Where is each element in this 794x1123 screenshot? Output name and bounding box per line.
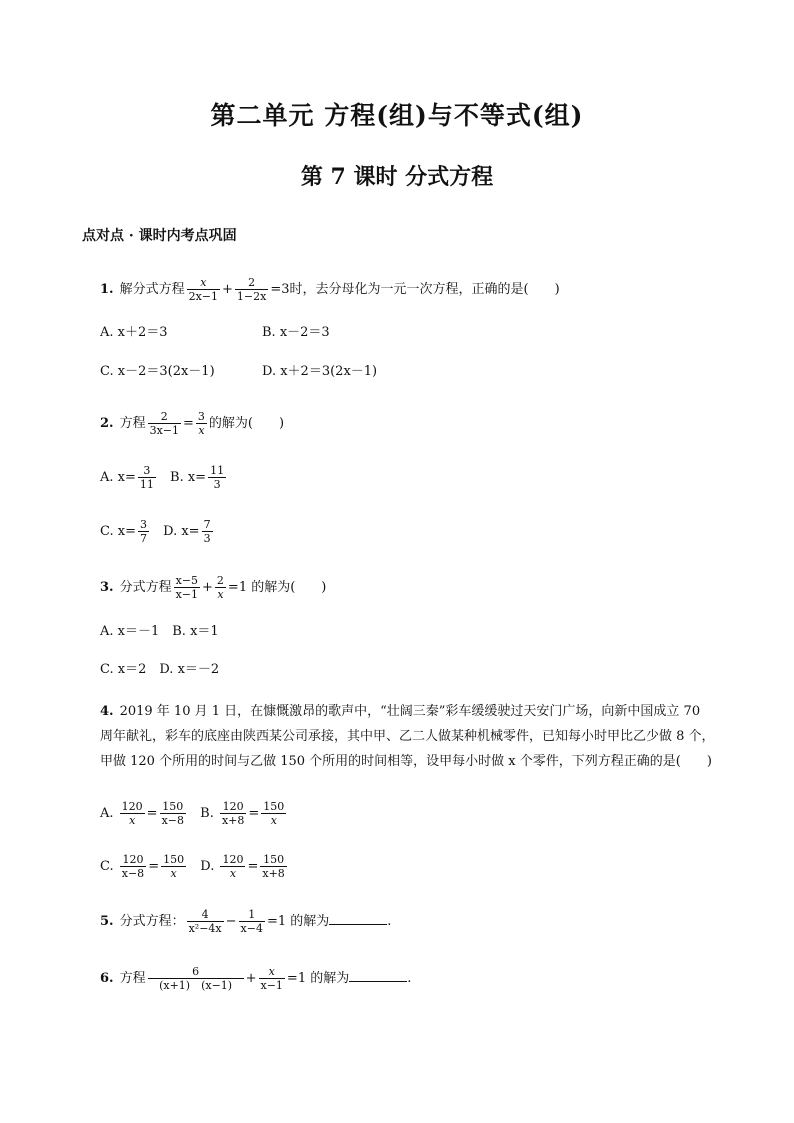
options-cd — [100, 518, 215, 545]
question-number: 1. — [100, 282, 114, 297]
options-ab — [100, 800, 288, 827]
numerator: 2 — [216, 574, 224, 587]
option-d-label: D. x= — [163, 524, 200, 539]
options-ab — [100, 464, 228, 491]
denominator: x — [270, 814, 277, 827]
numerator: 3 — [139, 518, 147, 531]
numerator: 150 — [263, 800, 285, 813]
question-text: 分式方程： — [119, 914, 185, 929]
question-text: 的解为( ) — [208, 416, 285, 431]
operator: + — [222, 282, 233, 297]
question-4-line-3: 甲做 120 个所用的时间与乙做 150 个所用的时间相等，设甲每小时做 x 个零件，下列方程正确的是( ) — [100, 754, 712, 769]
period: . — [407, 971, 412, 986]
denominator: x — [129, 814, 136, 827]
operator: + — [202, 580, 213, 595]
option-d: D. x＋2＝3(2x－1) — [262, 364, 378, 379]
operator: = — [148, 859, 160, 874]
denominator: x — [217, 588, 224, 601]
denominator: 7 — [139, 532, 147, 545]
option-d-label: D. — [200, 859, 215, 874]
denominator: x−1 — [260, 979, 283, 992]
period: . — [387, 914, 392, 929]
denominator: x+8 — [262, 867, 285, 880]
fraction — [187, 908, 224, 935]
numerator: 120 — [120, 853, 146, 867]
fraction — [120, 853, 146, 880]
question-number: 4. — [100, 704, 114, 719]
question-text: 方程 — [119, 971, 146, 986]
numerator: 120 — [220, 800, 246, 814]
denominator: 11 — [139, 478, 154, 491]
fraction — [120, 800, 145, 827]
operator: = — [247, 859, 259, 874]
fraction — [259, 965, 285, 992]
denominator: x−4 — [240, 922, 263, 935]
unit-title: 第二单元 方程(组)与不等式(组) — [210, 101, 584, 130]
numerator: 2 — [148, 410, 181, 424]
operator: + — [245, 971, 257, 986]
denominator: x−8 — [121, 867, 145, 880]
fraction — [220, 800, 246, 827]
question-3 — [100, 574, 326, 601]
denominator: x²−4x — [188, 922, 222, 935]
fraction — [148, 410, 181, 437]
question-number: 5. — [100, 914, 114, 929]
denominator: x — [229, 867, 237, 880]
option-a-label: A. — [100, 806, 114, 821]
operator: − — [225, 914, 237, 929]
question-5 — [100, 908, 391, 935]
answer-blank — [349, 969, 407, 982]
question-text: 解分式方程 — [119, 282, 185, 297]
fraction — [187, 276, 220, 303]
fraction — [202, 518, 213, 545]
denominator: 3 — [203, 532, 211, 545]
numerator: x−5 — [175, 574, 199, 587]
numerator: 150 — [163, 853, 185, 866]
fraction — [138, 518, 149, 545]
numerator: 120 — [222, 853, 244, 866]
question-number: 6. — [100, 971, 114, 986]
denominator: 3 — [213, 478, 221, 491]
options-cd — [100, 853, 289, 880]
option-b: B. x－2＝3 — [262, 325, 330, 340]
numerator: 120 — [121, 800, 143, 813]
denominator: (x+1) (x−1) — [159, 979, 233, 992]
numerator: 3 — [197, 410, 205, 423]
question-2 — [100, 410, 284, 437]
fraction — [235, 276, 268, 303]
question-number: 2. — [100, 416, 114, 431]
denominator: 2x−1 — [188, 290, 219, 303]
question-text: =1 的解为( ) — [227, 580, 327, 595]
fraction — [161, 853, 186, 880]
numerator: 2 — [235, 276, 268, 290]
options-cd: C. x＝2 D. x＝－2 — [100, 662, 220, 677]
operator: = — [248, 806, 260, 821]
option-b-label: B. x= — [170, 470, 207, 485]
question-text: =1 的解为 — [266, 914, 330, 929]
question-4 — [100, 699, 720, 774]
operator: = — [183, 416, 194, 431]
fraction — [261, 800, 286, 827]
denominator: x−8 — [161, 814, 184, 827]
option-b-label: B. — [200, 806, 214, 821]
fraction — [160, 800, 186, 827]
option-a-label: A. x= — [100, 470, 136, 485]
question-text: 分式方程 — [119, 580, 172, 595]
option-a: A. x＋2＝3 — [100, 325, 168, 340]
denominator: x−1 — [175, 588, 199, 601]
question-text: =1 的解为 — [286, 971, 350, 986]
answer-blank — [329, 912, 387, 925]
denominator: x — [198, 424, 205, 437]
denominator: x — [170, 867, 177, 880]
question-text: 方程 — [119, 416, 146, 431]
fraction — [260, 853, 286, 880]
lesson-title: 第 7 课时 分式方程 — [300, 164, 494, 190]
numerator: 7 — [203, 518, 211, 531]
question-4-line-2: 周年献礼，彩车的底座由陕西某公司承接，其中甲、乙二人做某种机械零件，已知每小时甲比乙少做 8 个， — [100, 729, 715, 744]
fraction — [148, 965, 244, 992]
numerator: 150 — [160, 800, 186, 814]
numerator: 4 — [187, 908, 224, 922]
denominator: 3x−1 — [149, 424, 180, 437]
denominator: x+8 — [221, 814, 245, 827]
fraction — [208, 464, 226, 491]
question-6 — [100, 965, 411, 992]
option-c: C. x－2＝3(2x－1) — [100, 364, 215, 379]
question-text: =3时，去分母化为一元一次方程，正确的是( ) — [270, 282, 560, 297]
fraction — [174, 574, 200, 601]
operator: = — [146, 806, 158, 821]
fraction — [239, 908, 265, 935]
numerator: 6 — [148, 965, 244, 979]
numerator: 1 — [239, 908, 265, 922]
fraction — [138, 464, 156, 491]
denominator: 1−2x — [236, 290, 267, 303]
question-1 — [100, 276, 560, 303]
numerator: 150 — [260, 853, 286, 867]
numerator: x — [187, 276, 220, 290]
option-c-label: C. — [100, 859, 114, 874]
fraction — [220, 853, 245, 880]
fraction — [196, 410, 207, 437]
numerator: 11 — [210, 464, 225, 477]
options-ab: A. x＝－1 B. x＝1 — [100, 624, 219, 639]
option-c-label: C. x= — [100, 524, 136, 539]
numerator: x — [259, 965, 285, 979]
question-text: 2019 年 10 月 1 日，在慷慨激昂的歌声中，“壮阔三秦”彩车缓缓驶过天安门广场，向新中国成立 70 — [119, 704, 701, 719]
numerator: 3 — [138, 464, 156, 478]
fraction — [215, 574, 226, 601]
section-heading: 点对点 · 课时内考点巩固 — [82, 228, 237, 244]
question-number: 3. — [100, 580, 114, 595]
question-4-line-1 — [100, 699, 720, 724]
